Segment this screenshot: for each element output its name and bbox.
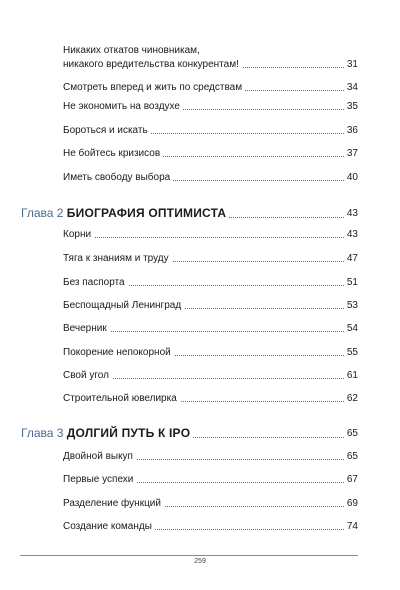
chapter-number: 3 (56, 426, 64, 440)
toc-entry-page: 34 (344, 81, 358, 95)
toc-entry-title-line2: никакого вредительства конкурентам! (63, 58, 242, 72)
footer-rule (20, 555, 358, 556)
chapter-page: 43 (344, 206, 358, 222)
toc-entry-title: Свой угол (63, 369, 112, 383)
toc-entry-page: 36 (344, 124, 358, 138)
toc-entry-page: 62 (344, 392, 358, 406)
toc-entry-page: 61 (344, 369, 358, 383)
toc-entry-title: Корни (63, 228, 94, 242)
toc-entry-title: Бороться и искать (63, 124, 151, 138)
toc-entry-page: 51 (344, 276, 358, 290)
chapter-3-title (21, 425, 193, 441)
toc-entry-title: Строительной ювелирка (63, 392, 180, 406)
chapter-number: 2 (56, 206, 64, 220)
chapter-label: Глава (21, 206, 54, 220)
dot-leader (63, 237, 358, 238)
toc-entry-title: Без паспорта (63, 276, 128, 290)
toc-entry-page: 40 (344, 171, 358, 185)
toc-entry-page: 43 (344, 228, 358, 242)
toc-entry-page: 69 (344, 497, 358, 511)
toc-entry-title: Разделение функций (63, 497, 164, 511)
toc-entry-title: Смотреть вперед и жить по средствам (63, 81, 245, 95)
toc-entry-page: 65 (344, 450, 358, 464)
toc-entry-page: 53 (344, 299, 358, 313)
toc-entry-title: Не бойтесь кризисов (63, 147, 163, 161)
toc-entry-title: Иметь свободу выбора (63, 171, 173, 185)
toc-entry-title-line1: Никаких откатов чиновникам, (63, 45, 200, 56)
chapter-title-text: БИОГРАФИЯ ОПТИМИСТА (66, 206, 227, 220)
toc-entry-page: 47 (344, 252, 358, 266)
chapter-2-title (21, 205, 229, 221)
toc-entry-page: 74 (344, 520, 358, 534)
toc-entry-title: Беспощадный Ленинград (63, 299, 184, 313)
toc-entry-page: 31 (344, 58, 358, 72)
chapter-title-text: ДОЛГИЙ ПУТЬ К IPO (66, 426, 191, 440)
toc-entry-title: Тяга к знаниям и труду (63, 252, 172, 266)
toc-entry-title: Создание команды (63, 520, 155, 534)
page-number: 259 (194, 558, 206, 565)
chapter-label: Глава (21, 426, 54, 440)
toc-entry-title: Первые успехи (63, 473, 136, 487)
toc-entry-page: 55 (344, 346, 358, 360)
toc-entry-title: Не экономить на воздухе (63, 100, 183, 114)
toc-entry-page: 54 (344, 322, 358, 336)
toc-entry-page: 67 (344, 473, 358, 487)
toc-entry-title: Двойной выкуп (63, 450, 136, 464)
toc-entry-title: Покорение непокорной (63, 346, 174, 360)
toc-entry-page: 37 (344, 147, 358, 161)
toc-entry-title: Вечерник (63, 322, 110, 336)
toc-entry-page: 35 (344, 100, 358, 114)
chapter-page: 65 (344, 426, 358, 442)
